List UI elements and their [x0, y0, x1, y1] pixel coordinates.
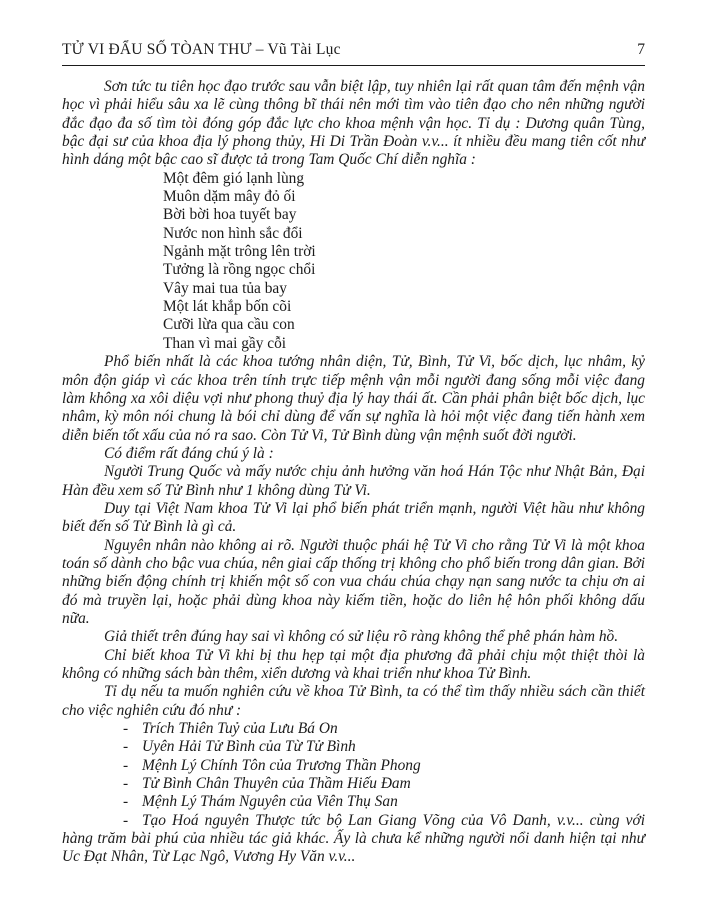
paragraph: Người Trung Quốc và mấy nước chịu ảnh hưởng văn hoá Hán Tộc như Nhật Bản, Đại Hàn đều xem số Tử Bình như 1 không dùng Tử Vi. [62, 463, 645, 499]
page-header [62, 40, 645, 59]
list-item [62, 738, 645, 756]
paragraph: Chỉ biết khoa Tử Vi khi bị thu hẹp tại một địa phương đã phải chịu một thiệt thòi là không có những sách bàn thêm, xiển dương và khai triển như khoa Tử Bình. [62, 646, 645, 682]
list-item-text: Mệnh Lý Thám Nguyên của Viên Thụ San [142, 793, 398, 811]
paragraph: Tỉ dụ nếu ta muốn nghiên cứu về khoa Tử Bình, ta có thể tìm thấy nhiều sách cần thiết cho việc nghiên cứu đó như : [62, 683, 645, 719]
verse-line: Tưởng là rồng ngọc chổi [163, 261, 316, 279]
verse-line: Ngảnh mặt trông lên trời [163, 243, 316, 261]
list-item-dash: - [123, 738, 129, 756]
list-item-dash: - [123, 793, 129, 811]
verse-line: Vây mai tua tủa bay [163, 279, 287, 297]
verse-block [163, 170, 645, 353]
paragraph: Sơn tức tu tiên học đạo trước sau vẫn biệt lập, tuy nhiên lại rất quan tâm đến mệnh vận học vì phải hiểu sâu xa lẽ cùng thông bĩ thái nên mới tìm vào tiên đạo cho nên những người đắc đạo đa số tìm tòi đóng góp đắc lực cho khoa mệnh vận học. Tỉ dụ : Dương quân Tùng, bậc đại sư của khoa địa lý phong thủy, Hi Di Trần Đoàn v.v... ít nhiều đều mang tiên cốt như hình dáng một bậc cao sĩ được tả trong Tam Quốc Chí diễn nghĩa : [62, 78, 645, 169]
verse-line: Một đêm gió lạnh lùng [163, 169, 305, 187]
running-title: TỬ VI ĐẨU SỐ TÒAN THƯ – Vũ Tài Lục [62, 41, 341, 58]
list-item-text: Tạo Hoá nguyên Thược tức bộ Lan Giang Võng của Vô Danh, v.v... cùng với hàng trăm bài phú của nhiều tác giả khác. Ấy là chưa kể những người nổi danh hiện tại như Uc Đạt Nhân, Từ Lạc Ngô, Vương Hy Văn v.v... [62, 811, 645, 866]
list-item [62, 757, 645, 775]
list-item [62, 812, 645, 867]
verse-line: Bời bời hoa tuyết bay [163, 206, 297, 224]
list-item-dash: - [123, 775, 129, 793]
list-item-dash: - [123, 720, 129, 738]
list-item [62, 720, 645, 738]
list-item-dash: - [123, 756, 129, 774]
verse-line: Nước non hình sắc đổi [163, 224, 303, 242]
list-item-text: Trích Thiên Tuỷ của Lưu Bá On [142, 720, 338, 738]
verse-line: Cưỡi lừa qua cầu con [163, 316, 295, 334]
paragraph: Có điểm rất đáng chú ý là : [104, 444, 274, 462]
paragraph: Nguyên nhân nào không ai rõ. Người thuộc phái hệ Tử Vi cho rằng Tử Vi là một khoa toán số dành cho bậc vua chúa, nên giai cấp thống trị không cho phổ biến trong dân gian. Bởi những biến động chính trị khiến một số con vua cháu chúa chạy nạn sang nước ta chịu ơn ai đó mà truyền lại, hoặc phải dùng khoa này kiếm tiền, hoặc do liên hệ hôn phối không dấu nữa. [62, 536, 645, 627]
paragraph: Giả thiết trên đúng hay sai vì không có sử liệu rõ ràng không thể phê phán hàm hồ. [104, 628, 619, 646]
verse-line: Một lát khắp bốn cõi [163, 298, 292, 316]
list-item [62, 775, 645, 793]
header-divider [62, 65, 645, 66]
paragraph: Duy tại Việt Nam khoa Tử Vi lại phổ biến phát triển mạnh, người Việt hầu như không biết đến số Tử Bình là gì cả. [62, 499, 645, 536]
list-item-text: Uyên Hải Tử Bình của Từ Tử Bình [142, 738, 356, 756]
list-item-dash: - [123, 811, 129, 829]
list-item-text: Tử Bình Chân Thuyên của Thầm Hiếu Đam [142, 775, 411, 793]
page-number: 7 [637, 41, 645, 58]
list-item [62, 793, 645, 811]
list-item-text: Mệnh Lý Chính Tôn của Trương Thần Phong [142, 756, 421, 774]
verse-line: Than vì mai gầy cỗi [163, 334, 287, 352]
page-body [62, 78, 645, 867]
paragraph: Phổ biến nhất là các khoa tướng nhân diện, Tử, Bình, Tử Vi, bốc dịch, lục nhâm, kỷ môn độn giáp vì các khoa trên tính trực tiếp mệnh vận mỗi người đang sống mỗi việc đang làm không xa xôi diệu vợi như phong thuỷ địa lý hay thái ất. Cần phải phân biệt bốc dịch, lục nhâm, kỳ môn nói chung là bói chỉ dùng để vấn sự nghĩa là hỏi một việc đang tiến hành xem diễn biến tốt xấu của nó ra sao. Còn Tử Vi, Tử Bình dùng vận mệnh suốt đời người. [62, 353, 645, 444]
verse-line: Muôn dặm mây đỏ ối [163, 188, 296, 206]
